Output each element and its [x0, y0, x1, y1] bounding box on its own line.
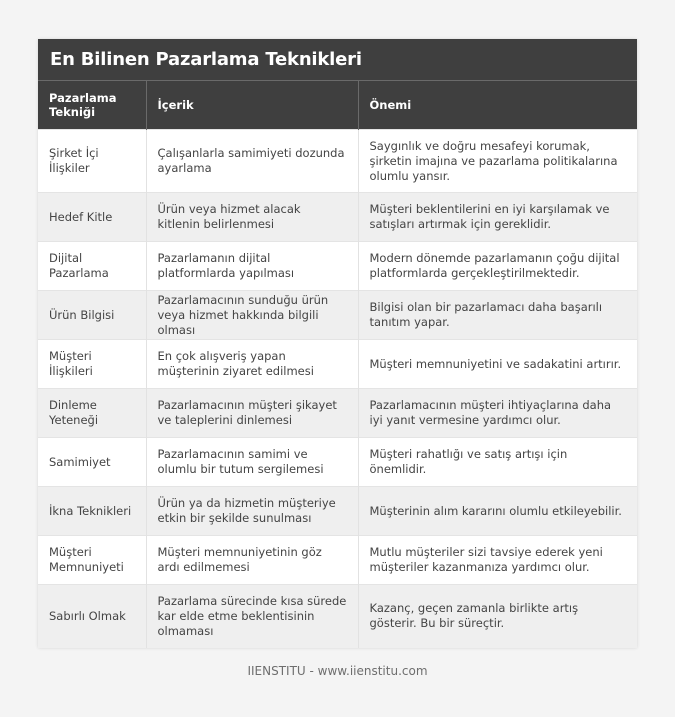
- importance-cell: Müşteri memnuniyetini ve sadakatini artırır.: [358, 340, 637, 389]
- content-cell: Pazarlamacının sunduğu ürün veya hizmet hakkında bilgili olması: [146, 291, 358, 340]
- content-cell: Ürün veya hizmet alacak kitlenin belirlenmesi: [146, 193, 358, 242]
- importance-cell: Müşterinin alım kararını olumlu etkileyebilir.: [358, 487, 637, 536]
- content-cell: Ürün ya da hizmetin müşteriye etkin bir şekilde sunulması: [146, 487, 358, 536]
- table-row: [38, 536, 637, 585]
- header-content: İçerik: [146, 81, 358, 130]
- importance-cell: Bilgisi olan bir pazarlamacı daha başarılı tanıtım yapar.: [358, 291, 637, 340]
- table-title: En Bilinen Pazarlama Teknikleri: [38, 39, 637, 81]
- technique-cell: Ürün Bilgisi: [38, 291, 146, 340]
- footer-credit: IIENSTITU - www.iienstitu.com: [247, 664, 428, 678]
- technique-cell: İkna Teknikleri: [38, 487, 146, 536]
- technique-cell: Dijital Pazarlama: [38, 242, 146, 291]
- content-cell: Müşteri memnuniyetinin göz ardı edilmemesi: [146, 536, 358, 585]
- importance-cell: Kazanç, geçen zamanla birlikte artış gösterir. Bu bir süreçtir.: [358, 585, 637, 648]
- table-row: [38, 242, 637, 291]
- technique-cell: Şirket İçi İlişkiler: [38, 130, 146, 193]
- table-row: [38, 340, 637, 389]
- technique-cell: Müşteri İlişkileri: [38, 340, 146, 389]
- content-cell: En çok alışveriş yapan müşterinin ziyaret edilmesi: [146, 340, 358, 389]
- technique-cell: Samimiyet: [38, 438, 146, 487]
- content-cell: Pazarlamanın dijital platformlarda yapılması: [146, 242, 358, 291]
- importance-cell: Mutlu müşteriler sizi tavsiye ederek yeni müşteriler kazanmanıza yardımcı olur.: [358, 536, 637, 585]
- table-row: [38, 130, 637, 193]
- content-cell: Pazarlamacının müşteri şikayet ve taleplerini dinlemesi: [146, 389, 358, 438]
- header-row: [38, 81, 637, 130]
- technique-cell: Dinleme Yeteneği: [38, 389, 146, 438]
- table-row: [38, 487, 637, 536]
- importance-cell: Pazarlamacının müşteri ihtiyaçlarına daha iyi yanıt vermesine yardımcı olur.: [358, 389, 637, 438]
- header-technique: Pazarlama Tekniği: [38, 81, 146, 130]
- table-row: [38, 193, 637, 242]
- content-cell: Pazarlama sürecinde kısa sürede kar elde etme beklentisinin olmaması: [146, 585, 358, 648]
- header-importance: Önemi: [358, 81, 637, 130]
- technique-cell: Hedef Kitle: [38, 193, 146, 242]
- importance-cell: Müşteri rahatlığı ve satış artışı için önemlidir.: [358, 438, 637, 487]
- table-row: [38, 389, 637, 438]
- table-row: [38, 585, 637, 648]
- importance-cell: Saygınlık ve doğru mesafeyi korumak, şirketin imajına ve pazarlama politikalarına olumlu yansır.: [358, 130, 637, 193]
- technique-cell: Sabırlı Olmak: [38, 585, 146, 648]
- table-card: [38, 39, 637, 648]
- content-cell: Pazarlamacının samimi ve olumlu bir tutum sergilemesi: [146, 438, 358, 487]
- importance-cell: Müşteri beklentilerini en iyi karşılamak ve satışları artırmak için gereklidir.: [358, 193, 637, 242]
- technique-cell: Müşteri Memnuniyeti: [38, 536, 146, 585]
- table-row: [38, 438, 637, 487]
- content-cell: Çalışanlarla samimiyeti dozunda ayarlama: [146, 130, 358, 193]
- techniques-table: [38, 81, 637, 648]
- table-row: [38, 291, 637, 340]
- importance-cell: Modern dönemde pazarlamanın çoğu dijital platformlarda gerçekleştirilmektedir.: [358, 242, 637, 291]
